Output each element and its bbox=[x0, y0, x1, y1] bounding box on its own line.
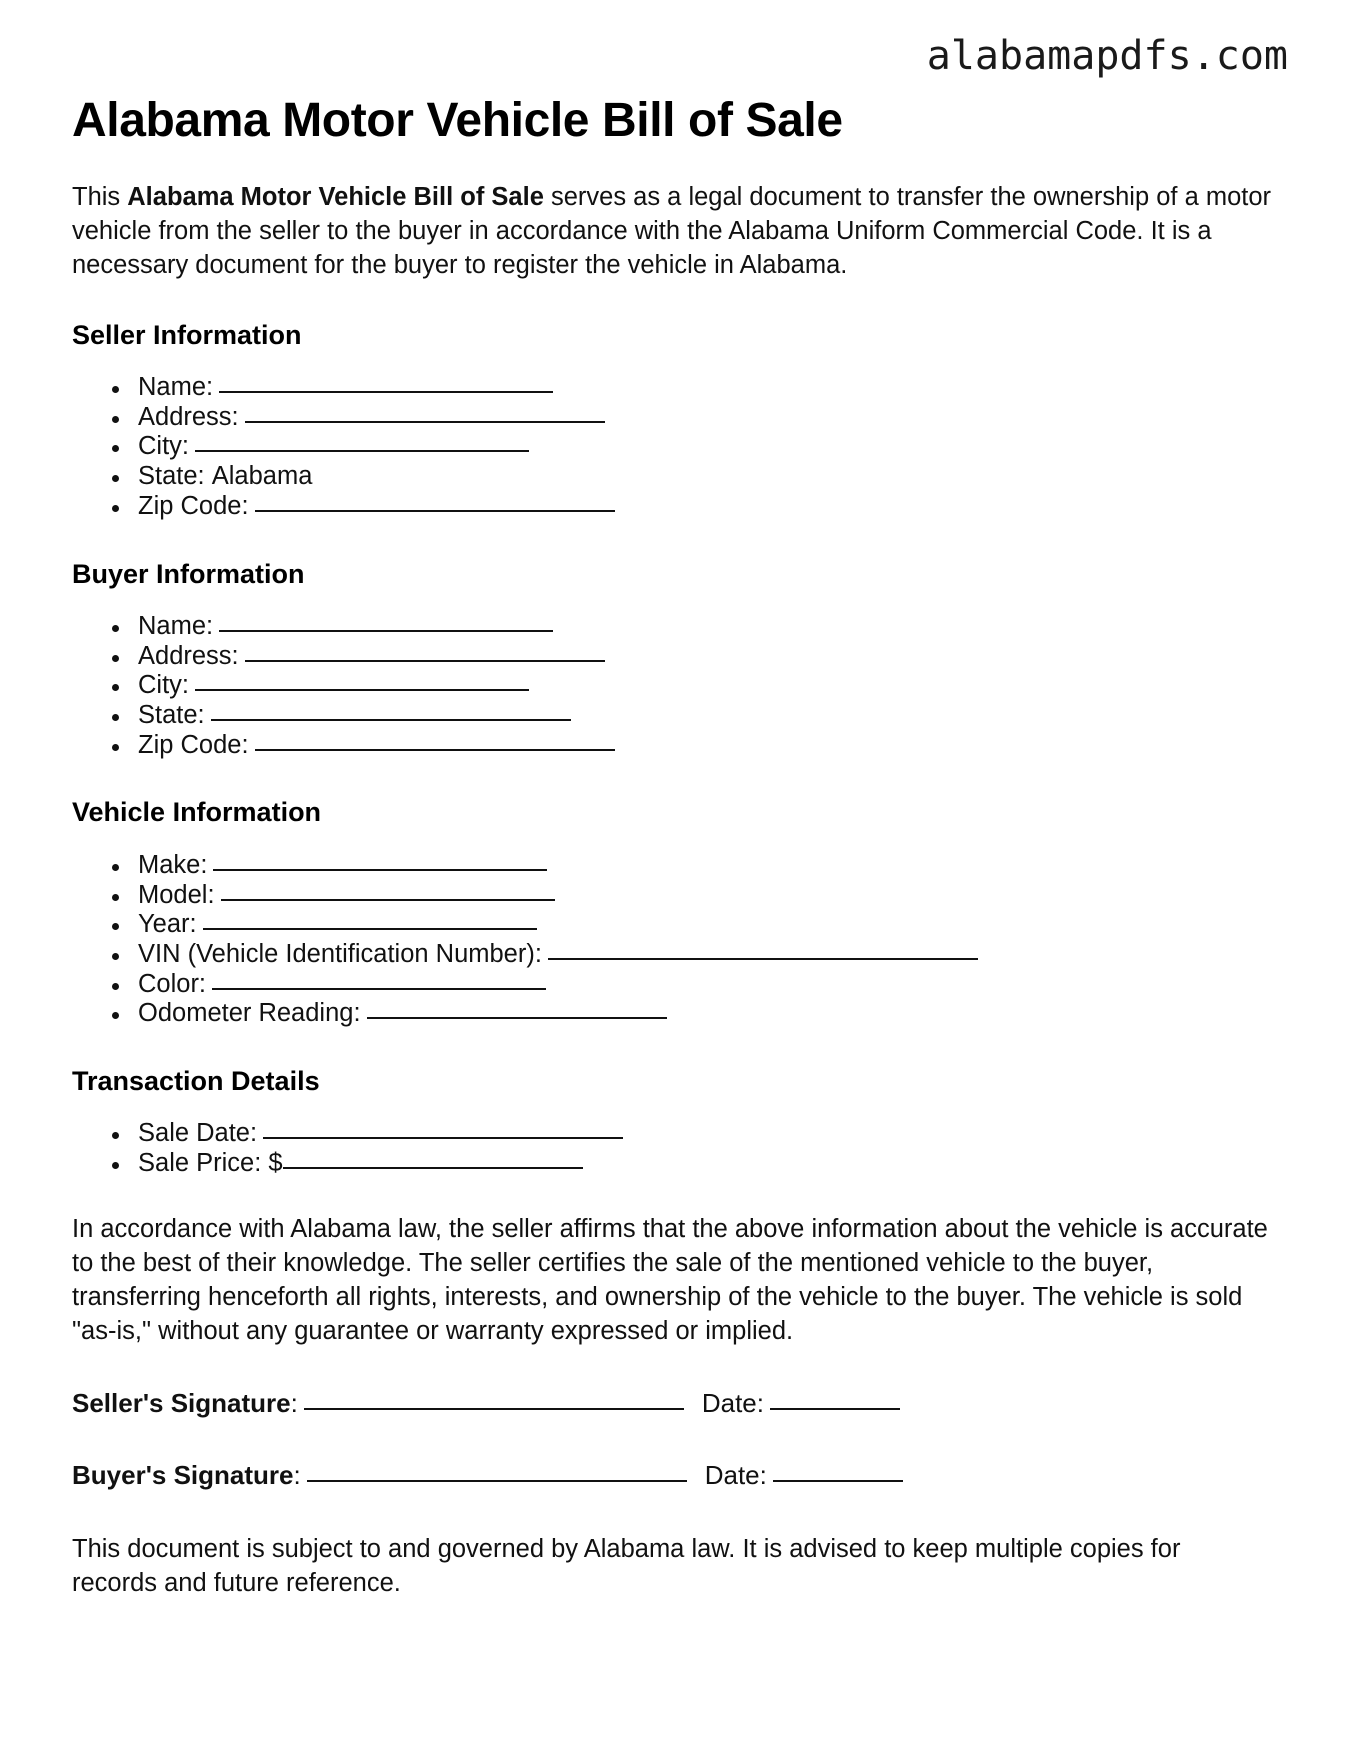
field-label: State: bbox=[138, 701, 205, 729]
seller-date-field[interactable] bbox=[770, 1408, 900, 1410]
fill-in-line[interactable] bbox=[203, 928, 537, 930]
field-label: City: bbox=[138, 671, 189, 700]
buyer-information-heading: Buyer Information bbox=[72, 558, 305, 589]
seller-date-label: Date: bbox=[701, 1388, 764, 1419]
field-buyer-state bbox=[112, 701, 1302, 731]
field-buyer-name bbox=[112, 612, 1302, 642]
intro-lead: This bbox=[72, 182, 128, 211]
fill-in-line[interactable] bbox=[255, 510, 615, 512]
field-label: Address: bbox=[138, 641, 239, 670]
fill-in-line[interactable] bbox=[245, 421, 605, 423]
field-sale-date bbox=[112, 1119, 1302, 1149]
seller-signature-label: Seller's Signature bbox=[72, 1388, 291, 1419]
buyer-information-list bbox=[72, 612, 1302, 761]
seller-signature-field[interactable] bbox=[304, 1408, 684, 1410]
buyer-signature-line bbox=[72, 1460, 1302, 1491]
field-label: Sale Date: bbox=[138, 1119, 258, 1148]
fill-in-line[interactable] bbox=[213, 869, 547, 871]
field-vehicle-model bbox=[112, 881, 1302, 911]
field-seller-state bbox=[112, 462, 1302, 492]
field-seller-city bbox=[112, 432, 1302, 462]
field-sale-price bbox=[112, 1149, 1302, 1179]
field-label: City: bbox=[138, 432, 189, 461]
fill-in-line[interactable] bbox=[367, 1017, 667, 1019]
seller-information-list bbox=[72, 373, 1302, 522]
fill-in-line[interactable] bbox=[221, 899, 555, 901]
field-vehicle-make bbox=[112, 851, 1302, 881]
fill-in-line[interactable] bbox=[219, 630, 553, 632]
field-vehicle-odometer bbox=[112, 999, 1302, 1029]
field-label: Address: bbox=[138, 402, 239, 431]
field-label: Make: bbox=[138, 850, 208, 879]
buyer-signature-label: Buyer's Signature bbox=[72, 1459, 294, 1490]
field-buyer-city bbox=[112, 671, 1302, 701]
field-seller-address bbox=[112, 403, 1302, 433]
field-label: Name: bbox=[138, 611, 214, 640]
field-label: Odometer Reading: bbox=[138, 999, 361, 1028]
field-label: Year: bbox=[138, 910, 197, 939]
fill-in-line[interactable] bbox=[195, 689, 529, 691]
field-label: Zip Code: bbox=[138, 730, 249, 759]
fill-in-line[interactable] bbox=[548, 958, 978, 960]
transaction-details-list bbox=[72, 1119, 1302, 1178]
fill-in-line[interactable] bbox=[212, 988, 546, 990]
field-vehicle-year bbox=[112, 910, 1302, 940]
field-label: Zip Code: bbox=[138, 491, 249, 520]
fill-in-line[interactable] bbox=[219, 391, 553, 393]
field-label: Model: bbox=[138, 880, 215, 909]
fill-in-line[interactable] bbox=[263, 1137, 623, 1139]
seller-information-heading: Seller Information bbox=[72, 319, 302, 350]
field-seller-name bbox=[112, 373, 1302, 403]
field-vehicle-vin bbox=[112, 940, 1302, 970]
affirmation-paragraph: In accordance with Alabama law, the seller affirms that the above information about the vehicle is accurate to the best of their knowledge. The seller certifies the sale of the mentioned vehicle to the buyer, transferring henceforth all rights, interests, and ownership of the vehicle to the buyer. The vehicle is sold "as-is," without any guarantee or warranty expressed or implied. bbox=[72, 1214, 1268, 1345]
buyer-date-field[interactable] bbox=[773, 1480, 903, 1482]
footer-paragraph: This document is subject to and governed by Alabama law. It is advised to keep multiple copies for records and future reference. bbox=[72, 1534, 1181, 1597]
intro-emphasis: Alabama Motor Vehicle Bill of Sale bbox=[127, 182, 544, 211]
buyer-signature-field[interactable] bbox=[307, 1480, 687, 1482]
document-body bbox=[72, 0, 1302, 1601]
fill-in-line[interactable] bbox=[211, 719, 571, 721]
transaction-details-heading: Transaction Details bbox=[72, 1066, 320, 1097]
seller-signature-line bbox=[72, 1388, 1302, 1419]
fill-in-line[interactable] bbox=[245, 660, 605, 662]
field-vehicle-color bbox=[112, 970, 1302, 1000]
vehicle-information-heading: Vehicle Information bbox=[72, 797, 322, 828]
field-buyer-zip bbox=[112, 731, 1302, 761]
field-label: State: bbox=[138, 462, 205, 491]
vehicle-information-list bbox=[72, 851, 1302, 1029]
page-title: Alabama Motor Vehicle Bill of Sale bbox=[72, 94, 843, 147]
intro-rest: serves as a legal document to transfer the ownership of a motor vehicle from the seller to the buyer in accordance with the Alabama Uniform Commercial Code. It is a necessary document for the buyer to register the vehicle in Alabama. bbox=[72, 182, 1272, 279]
field-label: Sale Price: $ bbox=[138, 1149, 283, 1178]
field-label: VIN (Vehicle Identification Number): bbox=[138, 939, 542, 968]
field-label: Name: bbox=[138, 372, 214, 401]
seller-signature-colon: : bbox=[290, 1388, 298, 1419]
fill-in-line[interactable] bbox=[283, 1167, 583, 1169]
intro-paragraph bbox=[72, 181, 1272, 283]
field-buyer-address bbox=[112, 642, 1302, 672]
fill-in-line[interactable] bbox=[255, 749, 615, 751]
buyer-date-label: Date: bbox=[704, 1459, 767, 1490]
field-value: Alabama bbox=[211, 462, 313, 491]
fill-in-line[interactable] bbox=[195, 450, 529, 452]
buyer-signature-colon: : bbox=[293, 1459, 301, 1490]
watermark-row bbox=[72, 0, 1302, 84]
field-seller-zip bbox=[112, 492, 1302, 522]
site-watermark: alabamapdfs.com bbox=[926, 33, 1288, 79]
field-label: Color: bbox=[138, 969, 207, 998]
